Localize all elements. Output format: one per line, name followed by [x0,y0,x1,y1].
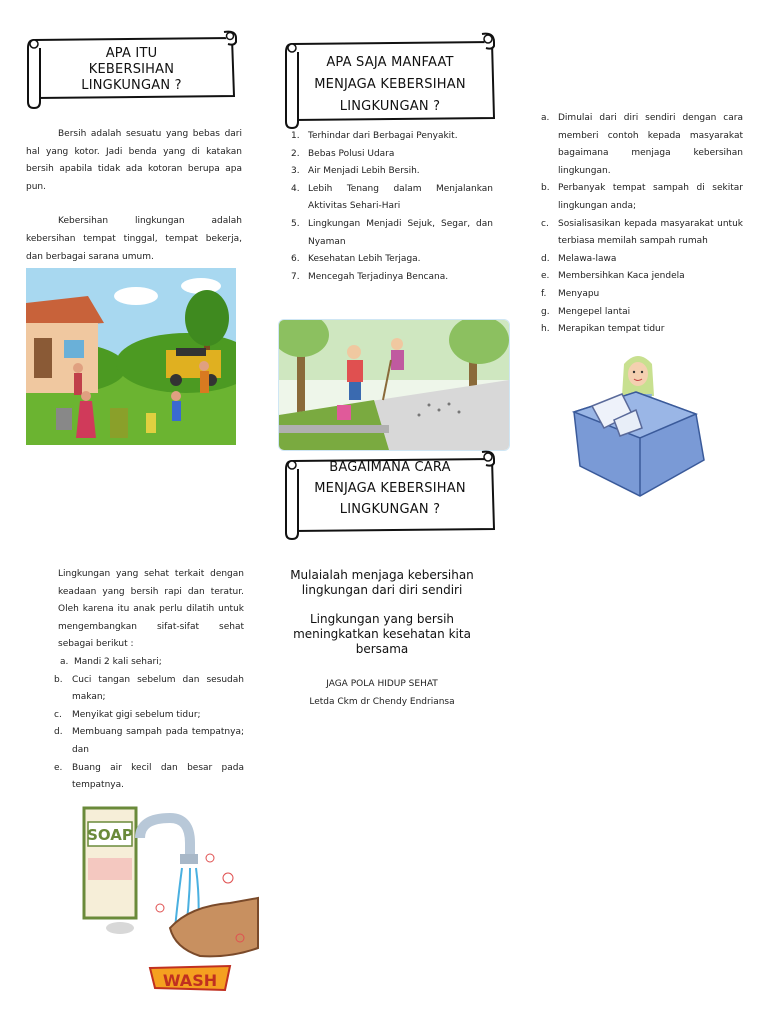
list-item: e. Membersihkan Kaca jendela [541,271,685,282]
list-item: 2. Bebas Polusi Udara [291,148,395,159]
title-line: LINGKUNGAN ? [339,99,441,114]
list-item: a. Mandi 2 kali sehari; [60,656,162,667]
slogan-clean-env: Lingkungan yang bersih meningkatkan kesehatan kita bersama [293,612,471,656]
definition-text [26,126,242,266]
list-item: g. Mengepel lantai [541,306,631,317]
footer-motto: JAGA POLA HIDUP SEHAT [326,679,438,689]
paragraph-env-clean: Kebersihan lingkungan adalah kebersihan tempat tinggal, tempat bekerja, dan berbagai sarana umum. [26,216,242,262]
title-scroll-how-to [282,449,498,541]
slogan-block [282,568,482,709]
list-item: b. Perbanyak tempat sampah di sekitar lingkungan anda; [541,183,743,211]
list-item: d. Membuang sampah pada tempatnya; dan [54,727,244,755]
title-line: LINGKUNGAN ? [339,502,441,517]
title-line: BAGAIMANA CARA [329,460,451,475]
list-item: c. Sosialisasikan kepada masyarakat untuk terbiasa memilah sampah rumah [541,218,743,247]
wash-label: WASH [162,971,218,990]
slogan-start-yourself: Mulaialah menjaga kebersihan lingkungan dari diri sendiri [290,568,474,597]
kids-sweeping-illustration [278,319,510,451]
list-item: d. Melawa-lawa [541,253,617,264]
list-item: 5. Lingkungan Menjadi Sejuk, Segar, dan Nyaman [291,218,493,247]
paragraph-clean: Bersih adalah sesuatu yang bebas dari hal yang kotor. Jadi benda yang di katakan bersih apabila tidak ada kotoran berupa apa pun. [26,129,242,192]
title-line: APA SAJA MANFAAT [326,55,454,70]
list-item: 4. Lebih Tenang dalam Menjalankan Aktivitas Sehari-Hari [291,183,493,212]
title-line: MENJAGA KEBERSIHAN [314,77,466,92]
hand-washing-illustration [80,798,260,998]
title-line: LINGKUNGAN ? [81,78,182,93]
list-item: c. Menyikat gigi sebelum tidur; [54,709,201,720]
list-item: 1. Terhindar dari Berbagai Penyakit. [291,131,458,141]
title-line: KEBERSIHAN [88,62,175,77]
habits-list [54,654,244,795]
list-item: f. Menyapu [541,288,600,299]
title-line: APA ITU [105,46,158,61]
healthy-intro: Lingkungan yang sehat terkait dengan keadaan yang bersih rapi dan teratur. Oleh karena itu anak perlu dilatih untuk mengembangkan sifat-sifat sehat sebagai berikut : [58,569,244,650]
title-line: MENJAGA KEBERSIHAN [314,481,466,496]
list-item: 3. Air Menjadi Lebih Bersih. [291,166,420,177]
title-scroll-what-is [24,28,239,110]
soap-label: SOAP [87,826,133,844]
list-item: e. Buang air kecil dan besar pada tempatnya. [54,762,244,791]
benefits-list [291,128,493,286]
ways-list [541,110,743,339]
list-item: 7. Mencegah Terjadinya Bencana. [291,271,449,282]
making-bed-illustration [566,348,710,500]
list-item: h. Merapikan tempat tidur [541,324,665,335]
list-item: 6. Kesehatan Lebih Terjaga. [291,254,421,265]
list-item: a. Dimulai dari diri sendiri dengan cara memberi contoh kepada masyarakat bagaimana menjaga kebersihan lingkungan. [541,113,743,176]
list-item: b. Cuci tangan sebelum dan sesudah makan; [54,674,244,703]
author-name: Letda Ckm dr Chendy Endriansa [309,697,455,707]
healthy-habits-section [54,566,244,795]
title-scroll-benefits [282,30,498,130]
community-cleaning-illustration [26,268,236,445]
